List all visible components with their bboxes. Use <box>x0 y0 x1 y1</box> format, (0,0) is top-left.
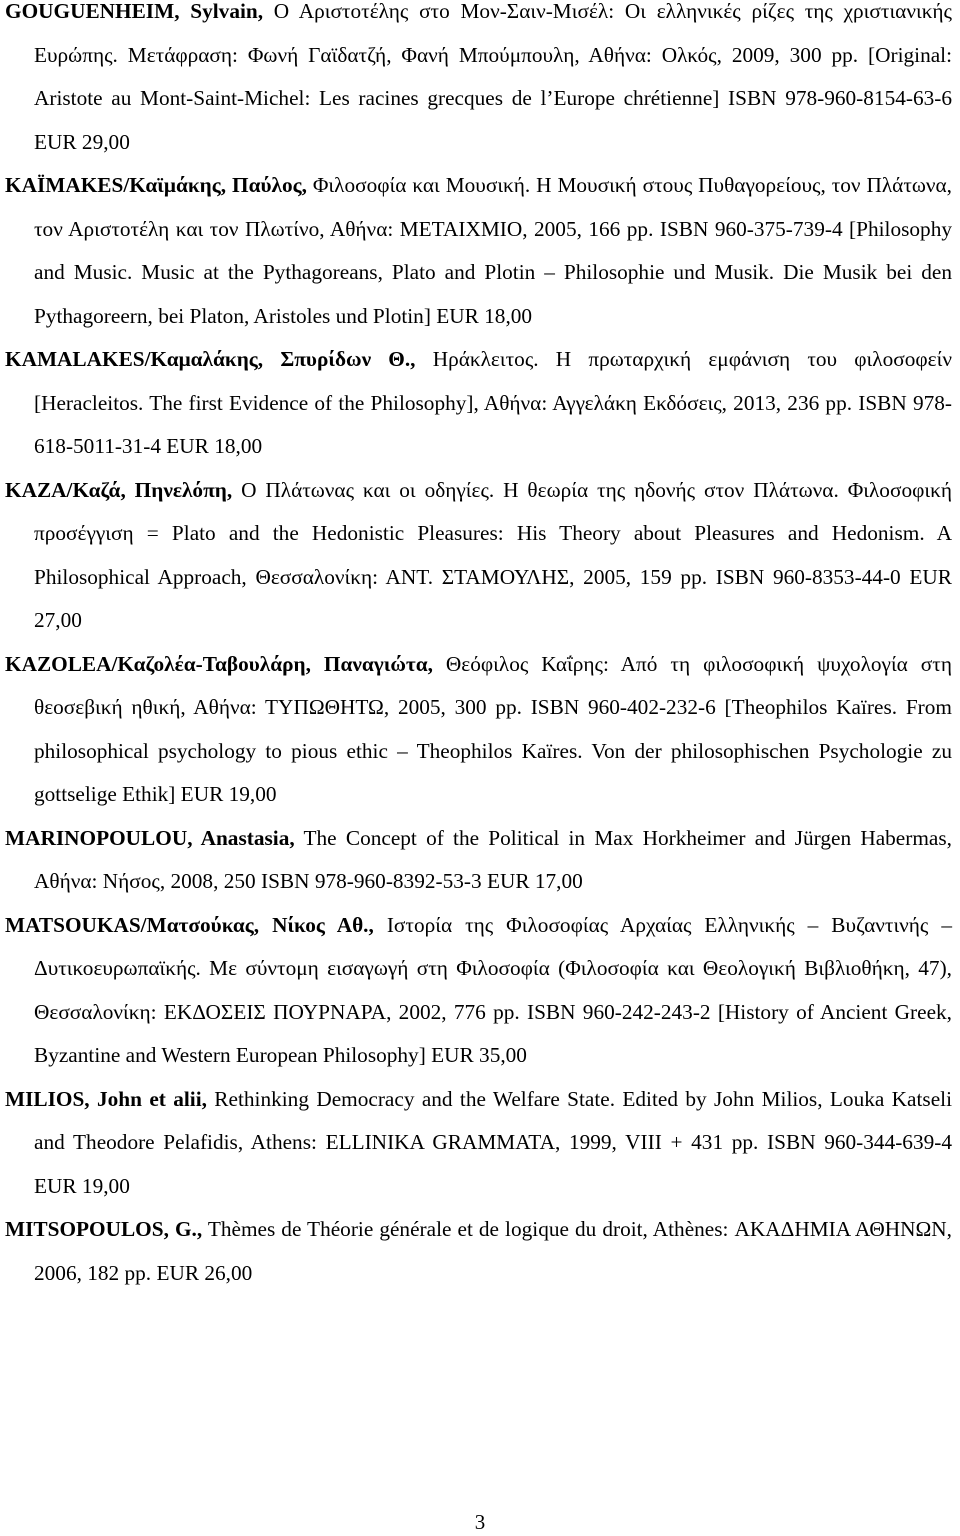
entry-author: MATSOUKAS/Ματσούκας, Νίκος Αθ., <box>5 912 374 937</box>
bibliography-entry <box>5 817 956 904</box>
entry-text: Φιλοσοφία και Μουσική. Η Μουσική στους Πυθαγορείους, τον Πλάτωνα, τον Αριστοτέλη και τον Πλωτίνο, Αθήνα: ΜΕΤΑΙΧΜΙΟ, 2005, 166 pp. ISBN 960-375-739-4 [Philosophy and Music. Music at the Pythagoreans, Plato and Plotin – Philosophie und Musik. Die Musik bei den Pythagoreern, bei Platon, Aristoles und Plotin] EUR 18,00 <box>34 173 953 328</box>
entry-text: Ο Πλάτωνας και οι οδηγίες. Η θεωρία της ηδονής στον Πλάτωνα. Φιλοσοφική προσέγγιση = Plato and the Hedonistic Pleasures: His Theory about Pleasures and Hedonism. A Philosophical Approach, Θεσσαλονίκη: ΑΝΤ. ΣΤΑΜΟΥΛΗΣ, 2005, 159 pp. ISBN 960-8353-44-0 EUR 27,00 <box>34 477 952 632</box>
entry-author: ΚΑΪΜΑΚΕS/Καϊμάκης, Παύλος, <box>5 173 307 197</box>
page-number: 3 <box>474 1510 486 1534</box>
entry-text: Rethinking Democracy and the Welfare State. Edited by John Milios, Louka Katseli and Theodore Pelafidis, Athens: ELLINIKA GRAMMATA, 1999, VIII + 431 pp. ISBN 960-344-639-4 EUR 19,00 <box>34 1086 952 1198</box>
bibliography-entry <box>5 904 956 1078</box>
entry-text: Θεόφιλος Καΐρης: Από τη φιλοσοφική ψυχολογία στη θεοσεβική ηθική, Αθήνα: ΤΥΠΩΘΗΤΩ, 2005, 300 pp. ISBN 960-402-232-6 [Theophilos Kaïres. From philosophical psychology to pious ethic – Theophilos Kaïres. Von der philosophischen Psychologie zu gottselige Ethik] EUR 19,00 <box>34 651 952 806</box>
entry-author: MILIOS, John et alii, <box>5 1086 207 1111</box>
entry-text: The Concept of the Political in Max Horkheimer and Jürgen Habermas, Αθήνα: Νήσος, 2008, 250 ISBN 978-960-8392-53-3 EUR 17,00 <box>34 825 952 893</box>
bibliography-entry <box>5 1078 956 1209</box>
entry-author: KAZOLEA/Καζολέα-Ταβουλάρη, Παναγιώτα, <box>5 651 433 676</box>
entry-author: GOUGUENHEIM, Sylvain, <box>5 0 264 23</box>
entry-author: KAZA/Καζά, Πηνελόπη, <box>5 477 233 502</box>
entry-author: MITSOPOULOS, G., <box>5 1217 203 1241</box>
bibliography-entry <box>5 338 956 469</box>
entry-text: Ο Αριστοτέλης στο Μον-Σαιν-Μισέλ: Οι ελληνικές ρίζες της χριστιανικής Ευρώπης. Μετάφραση: Φωνή Γαϊδατζή, Φανή Μπούμπουλη, Αθήνα: Ολκός, 2009, 300 pp. [Original: Aristote au Mont-Saint-Michel: Les racines grecques de l’Europe chrétienne] ISBN 978-960-8154-63-6 EUR 29,00 <box>34 0 952 154</box>
bibliography-list <box>5 0 956 1295</box>
bibliography-entry <box>5 1208 956 1295</box>
entry-author: KAMALAKES/Καμαλάκης, Σπυρίδων Θ., <box>5 347 416 371</box>
entry-author: MARINOPOULOU, Anastasia, <box>5 825 295 850</box>
bibliography-entry <box>5 164 956 338</box>
bibliography-entry <box>5 0 956 164</box>
entry-text: Thèmes de Théorie générale et de logique du droit, Athènes: ΑΚΑΔΗΜΙΑ ΑΘΗΝΩΝ, 2006, 182 pp. EUR 26,00 <box>34 1217 953 1285</box>
bibliography-entry <box>5 643 956 817</box>
entry-text: Ιστορία της Φιλοσοφίας Αρχαίας Ελληνικής – Βυζαντινής – Δυτικοευρωπαϊκής. Με σύντομη εισαγωγή στη Φιλοσοφία (Φιλοσοφία και Θεολογική Βιβλιοθήκη, 47), Θεσσαλονίκη: ΕΚΔΟΣΕΙΣ ΠΟΥΡΝΑΡΑ, 2002, 776 pp. ISBN 960-242-243-2 [History of Ancient Greek, Byzantine and Western European Philosophy] EUR 35,00 <box>34 912 952 1067</box>
bibliography-entry <box>5 469 956 643</box>
entry-text: Ηράκλειτος. Η πρωταρχική εμφάνιση του φιλοσοφείν [Heracleitos. The first Evidence of the Philosophy], Αθήνα: Αγγελάκη Εκδόσεις, 2013, 236 pp. ISBN 978-618-5011-31-4 EUR 18,00 <box>34 347 952 458</box>
